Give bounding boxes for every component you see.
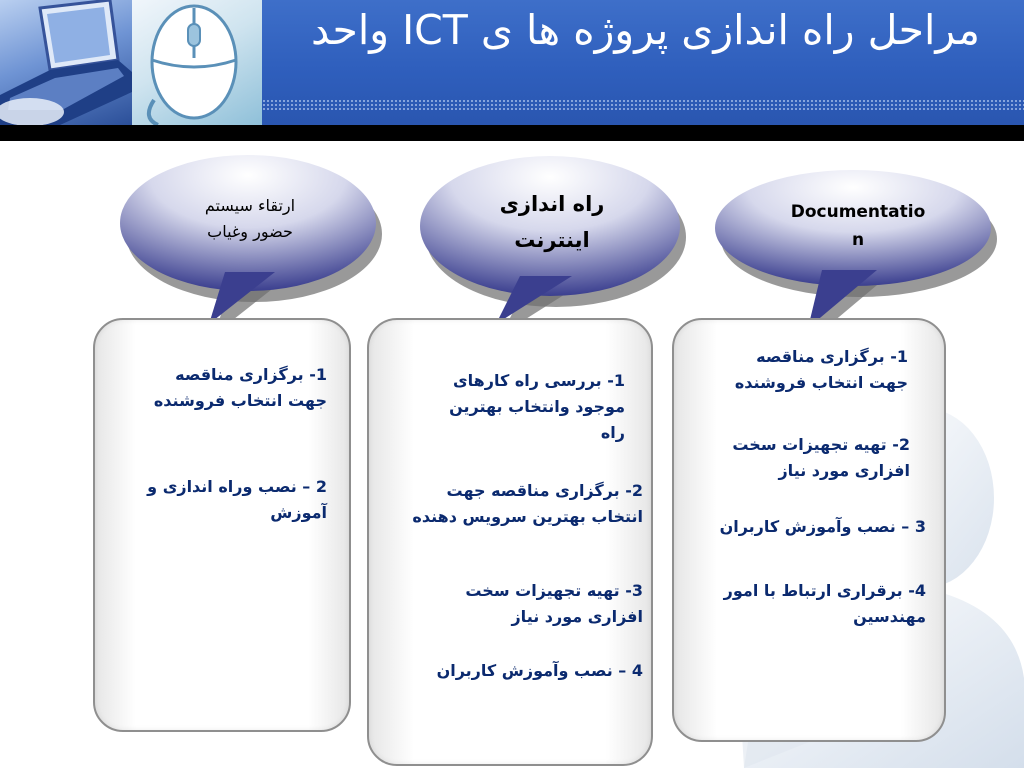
slide-title: مراحل راه اندازی پروژه ها ی ICT واحد xyxy=(310,6,980,54)
list-item: 3 – نصب وآموزش کاربران xyxy=(719,517,926,536)
list-item: 4- برقراری ارتباط با امور مهندسین xyxy=(723,581,926,626)
computer-mouse-photo xyxy=(132,0,262,125)
panel-attendance-system xyxy=(93,318,351,732)
list-item: 4 – نصب وآموزش کاربران xyxy=(436,661,643,680)
laptop-photo xyxy=(0,0,132,125)
header-banner xyxy=(0,0,1024,125)
bubble-label: ارتقاء سیستم حضور وغیاب xyxy=(204,196,296,241)
list-item: 3- تهیه تجهیزات سخت افزاری مورد نیاز xyxy=(465,581,643,626)
bubble-label: راه اندازی اینترنت xyxy=(499,192,605,252)
list-item: 2 – نصب وراه اندازی و آموزش xyxy=(147,477,327,522)
bubble-documentation xyxy=(712,172,1004,342)
list-item: 1- برگزاری مناقصه جهت انتخاب فروشنده xyxy=(153,365,327,410)
list-item: 2- تهیه تجهیزات سخت افزاری مورد نیاز xyxy=(732,435,910,480)
header-dot-pattern xyxy=(262,99,1024,111)
bubble-attendance-system xyxy=(115,148,385,338)
bubble-internet-setup xyxy=(412,150,692,340)
panel-documentation xyxy=(672,318,946,742)
bubble-label: Documentatio n xyxy=(790,202,926,250)
header-divider xyxy=(0,125,1024,141)
list-item: 1- بررسی راه کارهای موجود وانتخاب بهترین راه xyxy=(449,371,625,442)
list-item: 2- برگزاری مناقصه جهت انتخاب بهترین سرویس دهنده xyxy=(412,481,643,526)
list-item: 1- برگزاری مناقصه جهت انتخاب فروشنده xyxy=(734,347,908,392)
panel-internet-setup xyxy=(367,318,653,766)
